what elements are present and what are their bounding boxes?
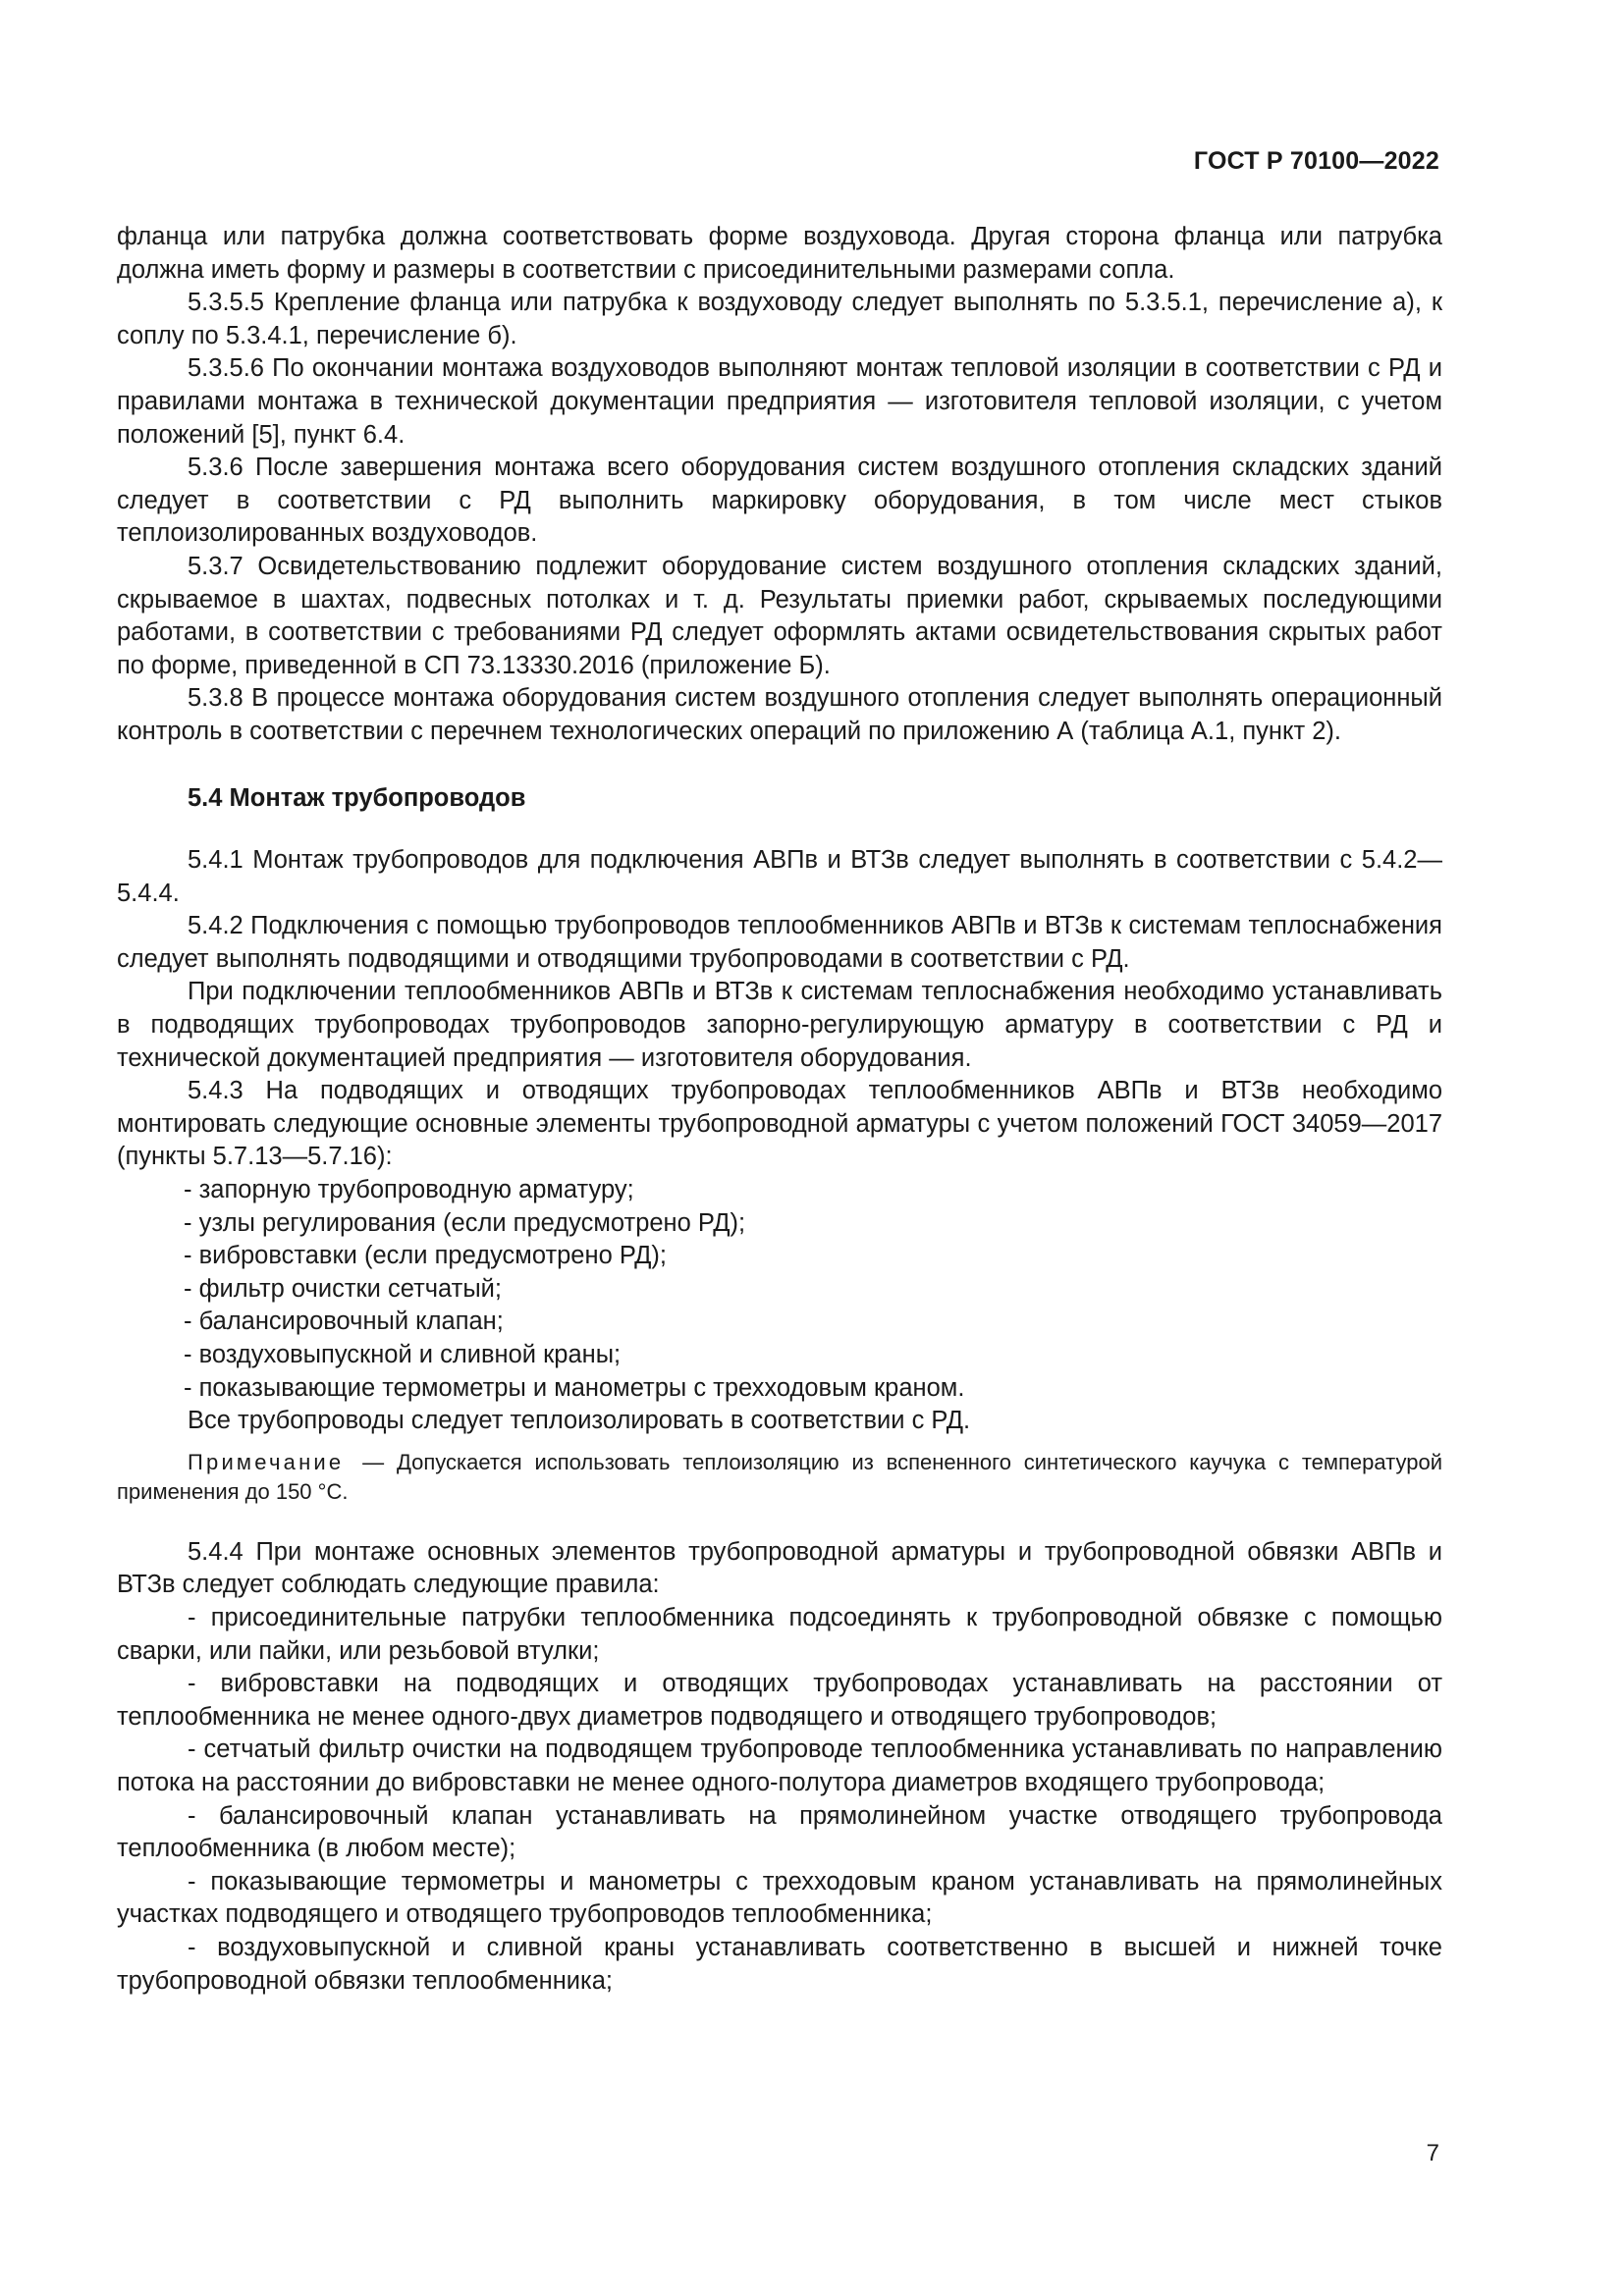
note-text: — Допускается использовать теплоизоляцию из вспененного синтетического каучука с температурой применения до 150 °C. (117, 1449, 1442, 1504)
note-label: Примечание (188, 1449, 345, 1474)
paragraph-5-3-7: 5.3.7 Освидетельствованию подлежит оборудование систем воздушного отопления складских зданий, скрываемое в шахтах, подвесных потолках и т. д. Результаты приемки работ, скрываемых последующими работами, в соответствии с требованиями РД следует оформлять актами освидетельствования скрытых работ по форме, приведенной в СП 73.13330.2016 (приложение Б). (117, 552, 1442, 679)
list-item: - показывающие термометры и манометры с трехходовым краном. (184, 1373, 965, 1402)
list-item: - сетчатый фильтр очистки на подводящем трубопроводе теплообменника устанавливать по направлению потока на расстоянии до вибровставки не менее одного-полутора диаметров входящего трубопровода; (117, 1735, 1442, 1796)
list-item: - присоединительные патрубки теплообменника подсоединять к трубопроводной обвязке с помощью сварки, или пайки, или резьбовой втулки; (117, 1603, 1442, 1665)
paragraph-5-3-6: 5.3.6 После завершения монтажа всего оборудования систем воздушного отопления складских зданий следует в соответствии с РД выполнить маркировку оборудования, в том числе мест стыков теплоизолированных воздуховодов. (117, 454, 1442, 548)
paragraph-5-4-3: 5.4.3 На подводящих и отводящих трубопроводах теплообменников АВПв и ВТЗв необходимо монтировать следующие основные элементы трубопроводной арматуры с учетом положений ГОСТ 34059—2017 (пункты 5.7.13—5.7.16): (117, 1077, 1442, 1171)
list-item: - показывающие термометры и манометры с трехходовым краном устанавливать на прямолинейных участках подводящего и отводящего трубопроводов теплообменника; (117, 1867, 1442, 1929)
list-item: - фильтр очистки сетчатый; (184, 1274, 502, 1303)
paragraph-5-3-5-6: 5.3.5.6 По окончании монтажа воздуховодов выполняют монтаж тепловой изоляции в соответствии с РД и правилами монтажа в технической документации предприятия — изготовителя тепловой изоляции, с учетом положений [5], пункт 6.4. (117, 354, 1442, 449)
paragraph-flange-shape: фланца или патрубка должна соответствовать форме воздуховода. Другая сторона фланца или патрубка должна иметь форму и размеры в соответствии с присоединительными размерами сопла. (117, 223, 1442, 284)
list-item: - вибровставки на подводящих и отводящих трубопроводах устанавливать на расстоянии от теплообменника не менее одного-двух диаметров подводящего и отводящего трубопроводов; (117, 1670, 1442, 1731)
note (117, 1448, 1442, 1507)
list-item: - воздуховыпускной и сливной краны устанавливать соответственно в высшей и нижней точке трубопроводной обвязки теплообменника; (117, 1933, 1442, 1995)
list-item: - воздуховыпускной и сливной краны; (184, 1341, 622, 1368)
document-body (117, 221, 1442, 1998)
paragraph-5-3-5-5: 5.3.5.5 Крепление фланца или патрубка к воздуховоду следует выполнять по 5.3.5.1, перечисление а), к соплу по 5.3.4.1, перечисление б). (117, 289, 1442, 349)
paragraph-5-4-2: 5.4.2 Подключения с помощью трубопроводов теплообменников АВПв и ВТЗв к системам теплоснабжения следует выполнять подводящими и отводящими трубопроводами в соответствии с РД. (117, 912, 1442, 973)
paragraph-5-4-4: 5.4.4 При монтаже основных элементов трубопроводной арматуры и трубопроводной обвязки АВПв и ВТЗв следует соблюдать следующие правила: (117, 1537, 1442, 1599)
paragraph-insulation: Все трубопроводы следует теплоизолировать в соответствии с РД. (188, 1407, 971, 1435)
paragraph-5-3-8: 5.3.8 В процессе монтажа оборудования систем воздушного отопления следует выполнять операционный контроль в соответствии с перечнем технологических операций по приложению А (таблица А.1, пункт 2). (117, 684, 1442, 745)
list-item: - балансировочный клапан; (184, 1308, 504, 1336)
list-item: - узлы регулирования (если предусмотрено РД); (184, 1208, 746, 1237)
section-heading-5-4: 5.4 Монтаж трубопроводов (188, 783, 526, 812)
document-id-header: ГОСТ Р 70100—2022 (1193, 147, 1439, 175)
paragraph-5-4-1: 5.4.1 Монтаж трубопроводов для подключения АВПв и ВТЗв следует выполнять в соответствии с 5.4.2—5.4.4. (117, 846, 1442, 907)
page-number: 7 (1426, 2140, 1439, 2166)
list-item: - запорную трубопроводную арматуру; (184, 1176, 634, 1204)
list-5-4-4 (117, 1602, 1442, 1998)
list-item: - вибровставки (если предусмотрено РД); (184, 1242, 667, 1270)
list-5-4-3 (117, 1174, 1442, 1405)
paragraph-connection-valves: При подключении теплообменников АВПв и ВТЗв к системам теплоснабжения необходимо устанавливать в подводящих трубопроводах трубопроводов запорно-регулирующую арматуру в соответствии с РД и технической документацией предприятия — изготовителя оборудования. (117, 978, 1442, 1072)
list-item: - балансировочный клапан устанавливать на прямолинейном участке отводящего трубопровода теплообменника (в любом месте); (117, 1801, 1442, 1863)
